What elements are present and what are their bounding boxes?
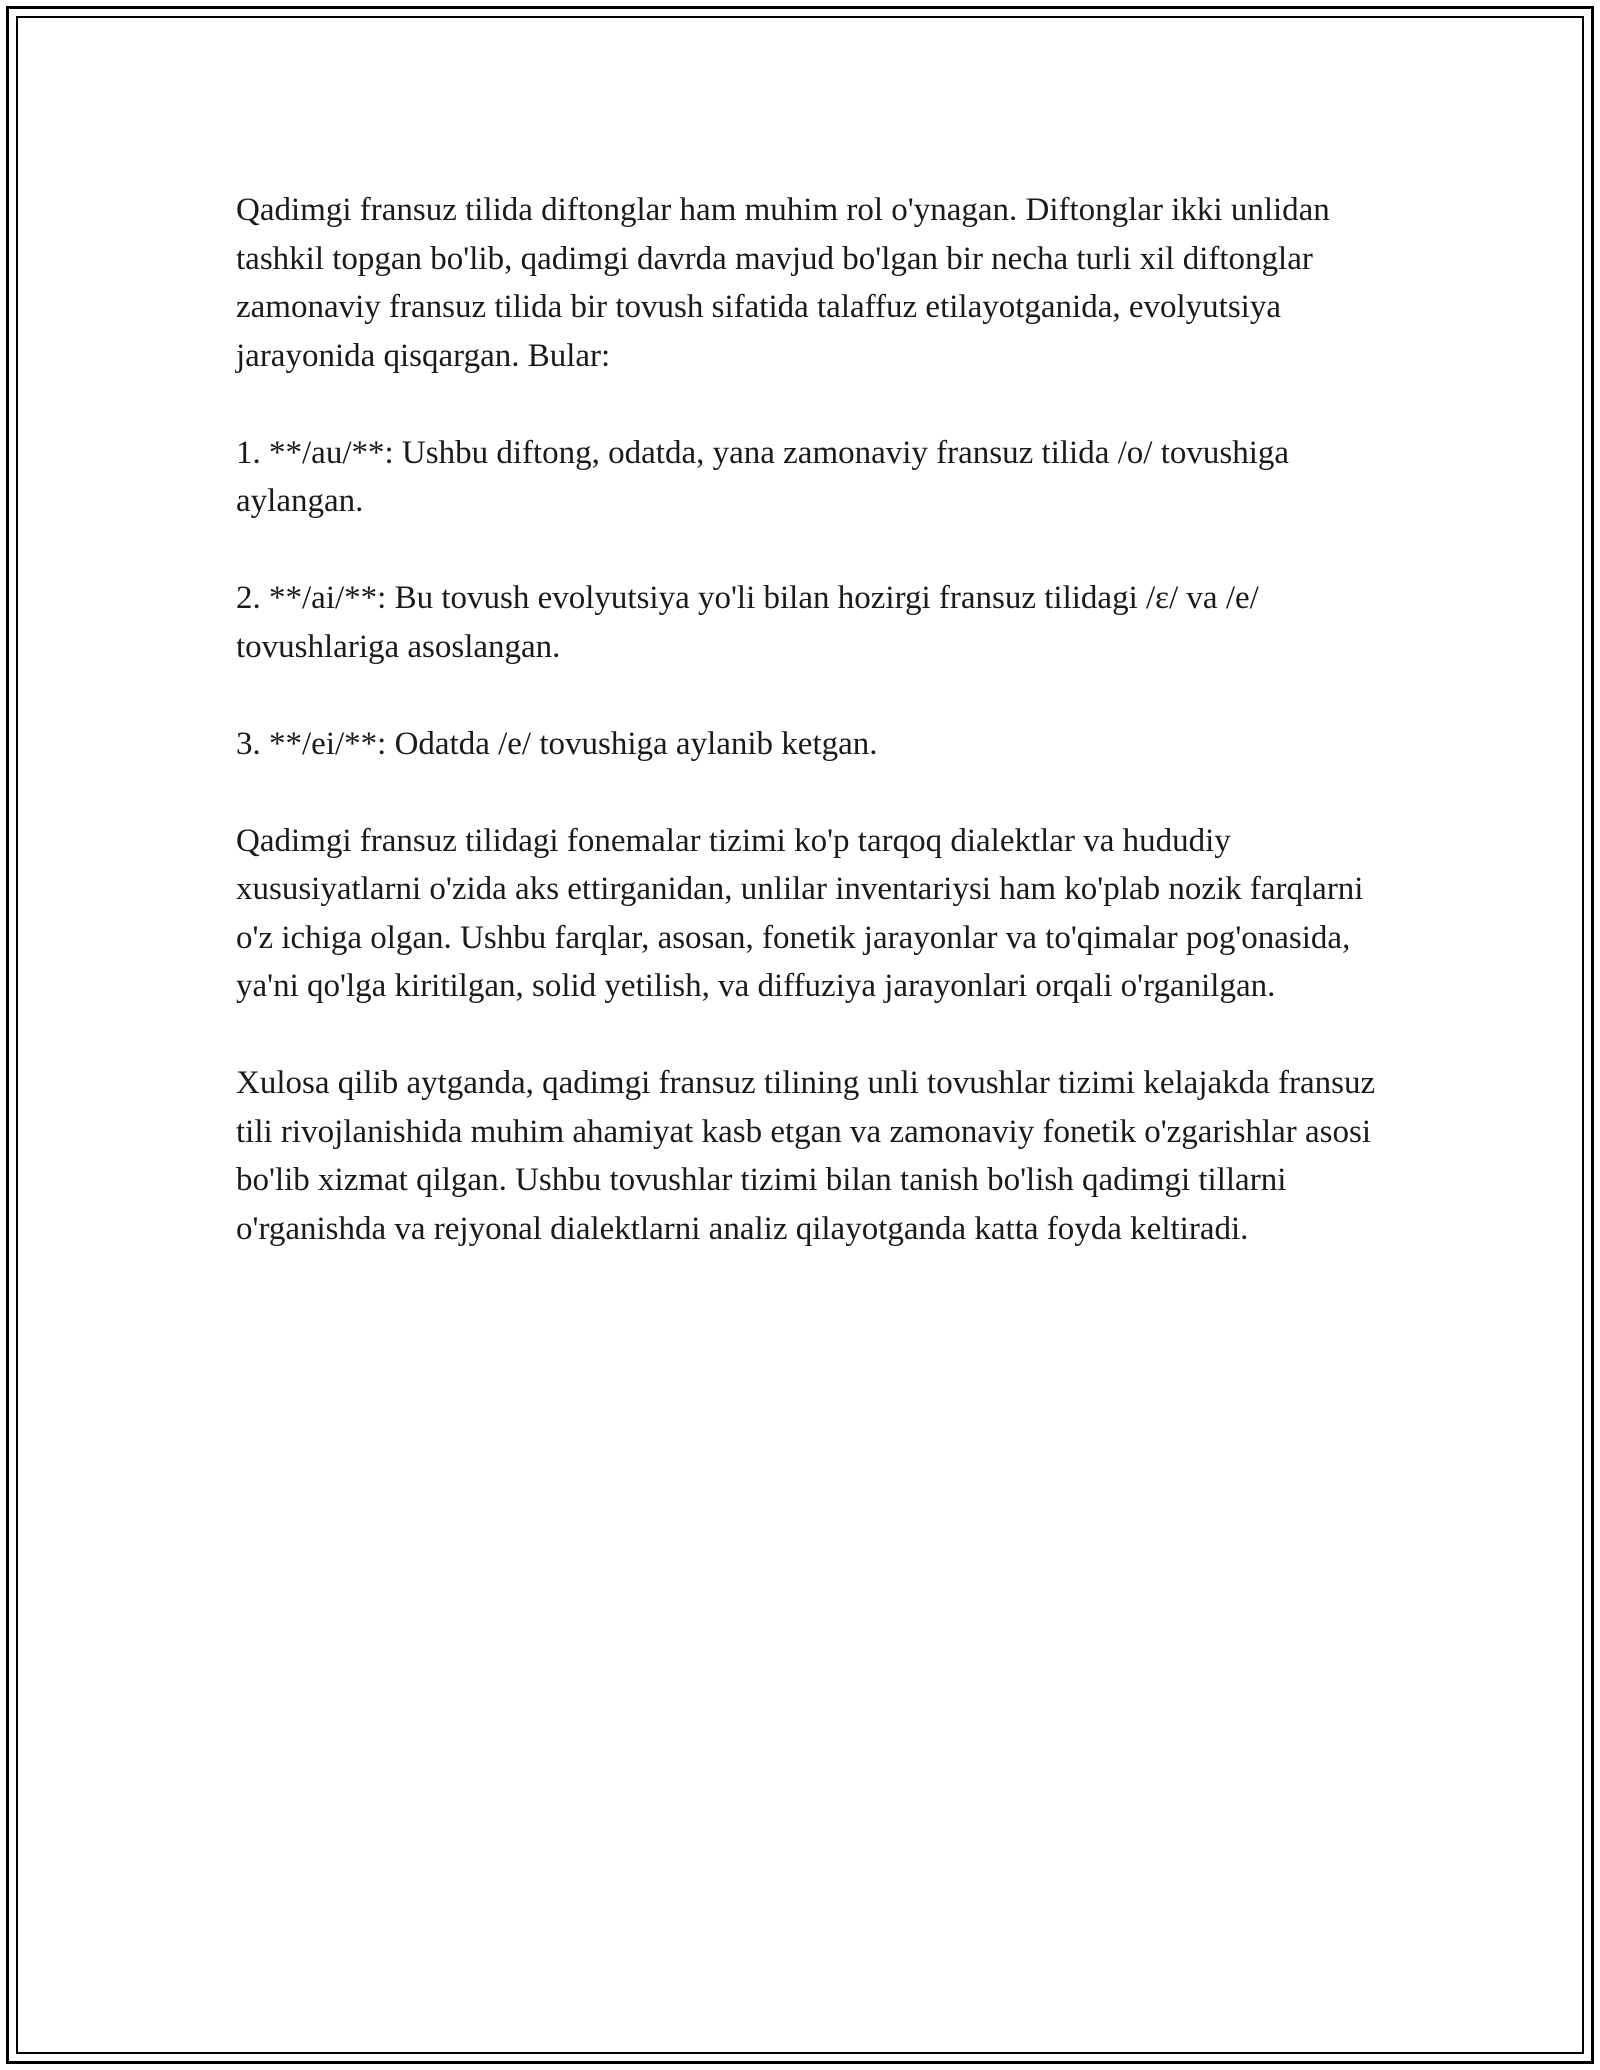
document-body (236, 186, 1386, 1302)
list-item-ai: 2. **/ai/**: Bu tovush evolyutsiya yo'li bilan hozirgi fransuz tilidagi /ɛ/ va /e/ tovushlariga asoslangan. (236, 580, 1259, 665)
list-item-au: 1. **/au/**: Ushbu diftong, odatda, yana zamonaviy fransuz tilida /o/ tovushiga aylangan. (236, 434, 1290, 519)
list-item-ei: 3. **/ei/**: Odatda /e/ tovushiga aylanib ketgan. (236, 725, 878, 762)
paragraph-phoneme-system: Qadimgi fransuz tilidagi fonemalar tizimi ko'p tarqoq dialektlar va hududiy xususiyatlarni o'zida aks ettirganidan, unlilar inventariysi ham ko'plab nozik farqlarni o'z ichiga olgan. Ushbu farqlar, asosan, fonetik jarayonlar va to'qimalar pog'onasida, ya'ni qo'lga kiritilgan, solid yetilish, va diffuziya jarayonlari orqali o'rganilgan. (236, 822, 1364, 1004)
paragraph-conclusion: Xulosa qilib aytganda, qadimgi fransuz tilining unli tovushlar tizimi kelajakda fransuz tili rivojlanishida muhim ahamiyat kasb etgan va zamonaviy fonetik o'zgarishlar asosi bo'lib xizmat qilgan. Ushbu tovushlar tizimi bilan tanish bo'lish qadimgi tillarni o'rganishda va rejyonal dialektlarni analiz qilayotganda katta foyda keltiradi. (236, 1065, 1376, 1247)
paragraph-diphthongs-intro: Qadimgi fransuz tilida diftonglar ham muhim rol o'ynagan. Diftonglar ikki unlidan tashkil topgan bo'lib, qadimgi davrda mavjud bo'lgan bir necha turli xil diftonglar zamonaviy fransuz tilida bir tovush sifatida talaffuz etilayotganida, evolyutsiya jarayonida qisqargan. Bular: (236, 192, 1330, 374)
